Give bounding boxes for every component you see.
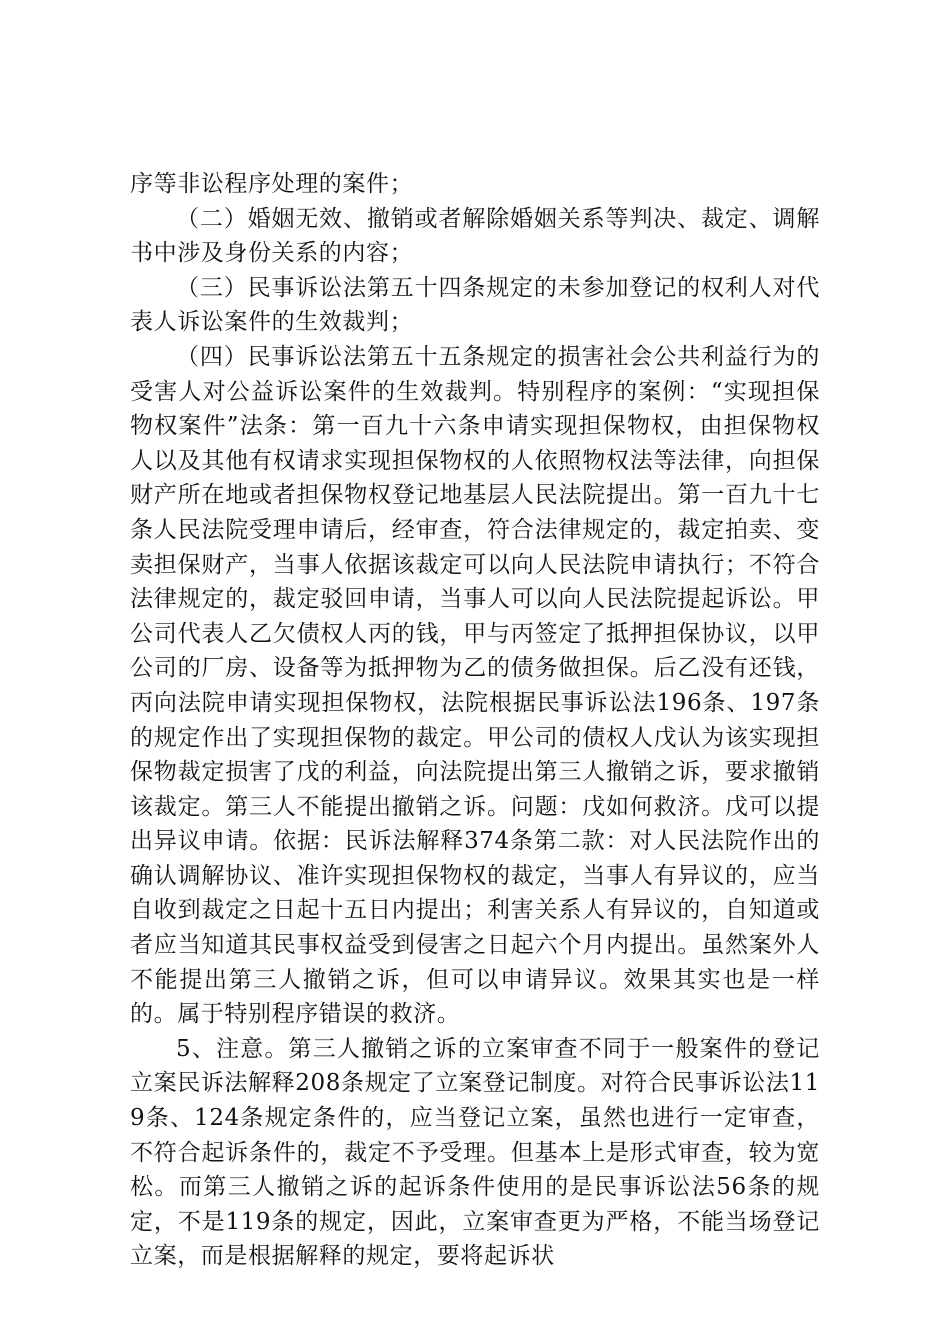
paragraph-note-five: 5、注意。第三人撤销之诉的立案审查不同于一般案件的登记立案民诉法解释208条规定了立案登记制度。对符合民事诉讼法119条、124条规定条件的，应当登记立案，虽然也进行一定审查，不符合起诉条件的，裁定不予受理。但基本上是形式审查，较为宽松。而第三人撤销之诉的起诉条件使用的是民事诉讼法56条的规定，不是119条的规定，因此，立案审查更为严格，不能当场登记立案，而是根据解释的规定，要将起诉状 (130, 1035, 820, 1270)
paragraph-item-three: （三）民事诉讼法第五十四条规定的未参加登记的权利人对代表人诉讼案件的生效裁判； (130, 274, 820, 336)
paragraph-continuation: 序等非讼程序处理的案件； (130, 171, 414, 197)
paragraph-item-two: （二）婚姻无效、撤销或者解除婚姻关系等判决、裁定、调解书中涉及身份关系的内容； (130, 205, 820, 267)
paragraph-item-four: （四）民事诉讼法第五十五条规定的损害社会公共利益行为的受害人对公益诉讼案件的生效裁判。特别程序的案例：“实现担保物权案件”法条：第一百九十六条申请实现担保物权，由担保物权人以及其他有权请求实现担保物权的人依照物权法等法律，向担保财产所在地或者担保物权登记地基层人民法院提出。第一百九十七条人民法院受理申请后，经审查，符合法律规定的，裁定拍卖、变卖担保财产，当事人依据该裁定可以向人民法院申请执行；不符合法律规定的，裁定驳回申请，当事人可以向人民法院提起诉讼。甲公司代表人乙欠债权人丙的钱，甲与丙签定了抵押担保协议，以甲公司的厂房、设备等为抵押物为乙的债务做担保。后乙没有还钱，丙向法院申请实现担保物权，法院根据民事诉讼法196条、197条的规定作出了实现担保物的裁定。甲公司的债权人戊认为该实现担保物裁定损害了戊的利益，向法院提出第三人撤销之诉，要求撤销该裁定。第三人不能提出撤销之诉。问题：戊如何救济。戊可以提出异议申请。依据：民诉法解释374条第二款：对人民法院作出的确认调解协议、准许实现担保物权的裁定，当事人有异议的，应当自收到裁定之日起十五日内提出；利害关系人有异议的，自知道或者应当知道其民事权益受到侵害之日起六个月内提出。虽然案外人不能提出第三人撤销之诉，但可以申请异议。效果其实也是一样的。属于特别程序错误的救济。 (130, 343, 820, 1028)
document-body (130, 167, 820, 1274)
